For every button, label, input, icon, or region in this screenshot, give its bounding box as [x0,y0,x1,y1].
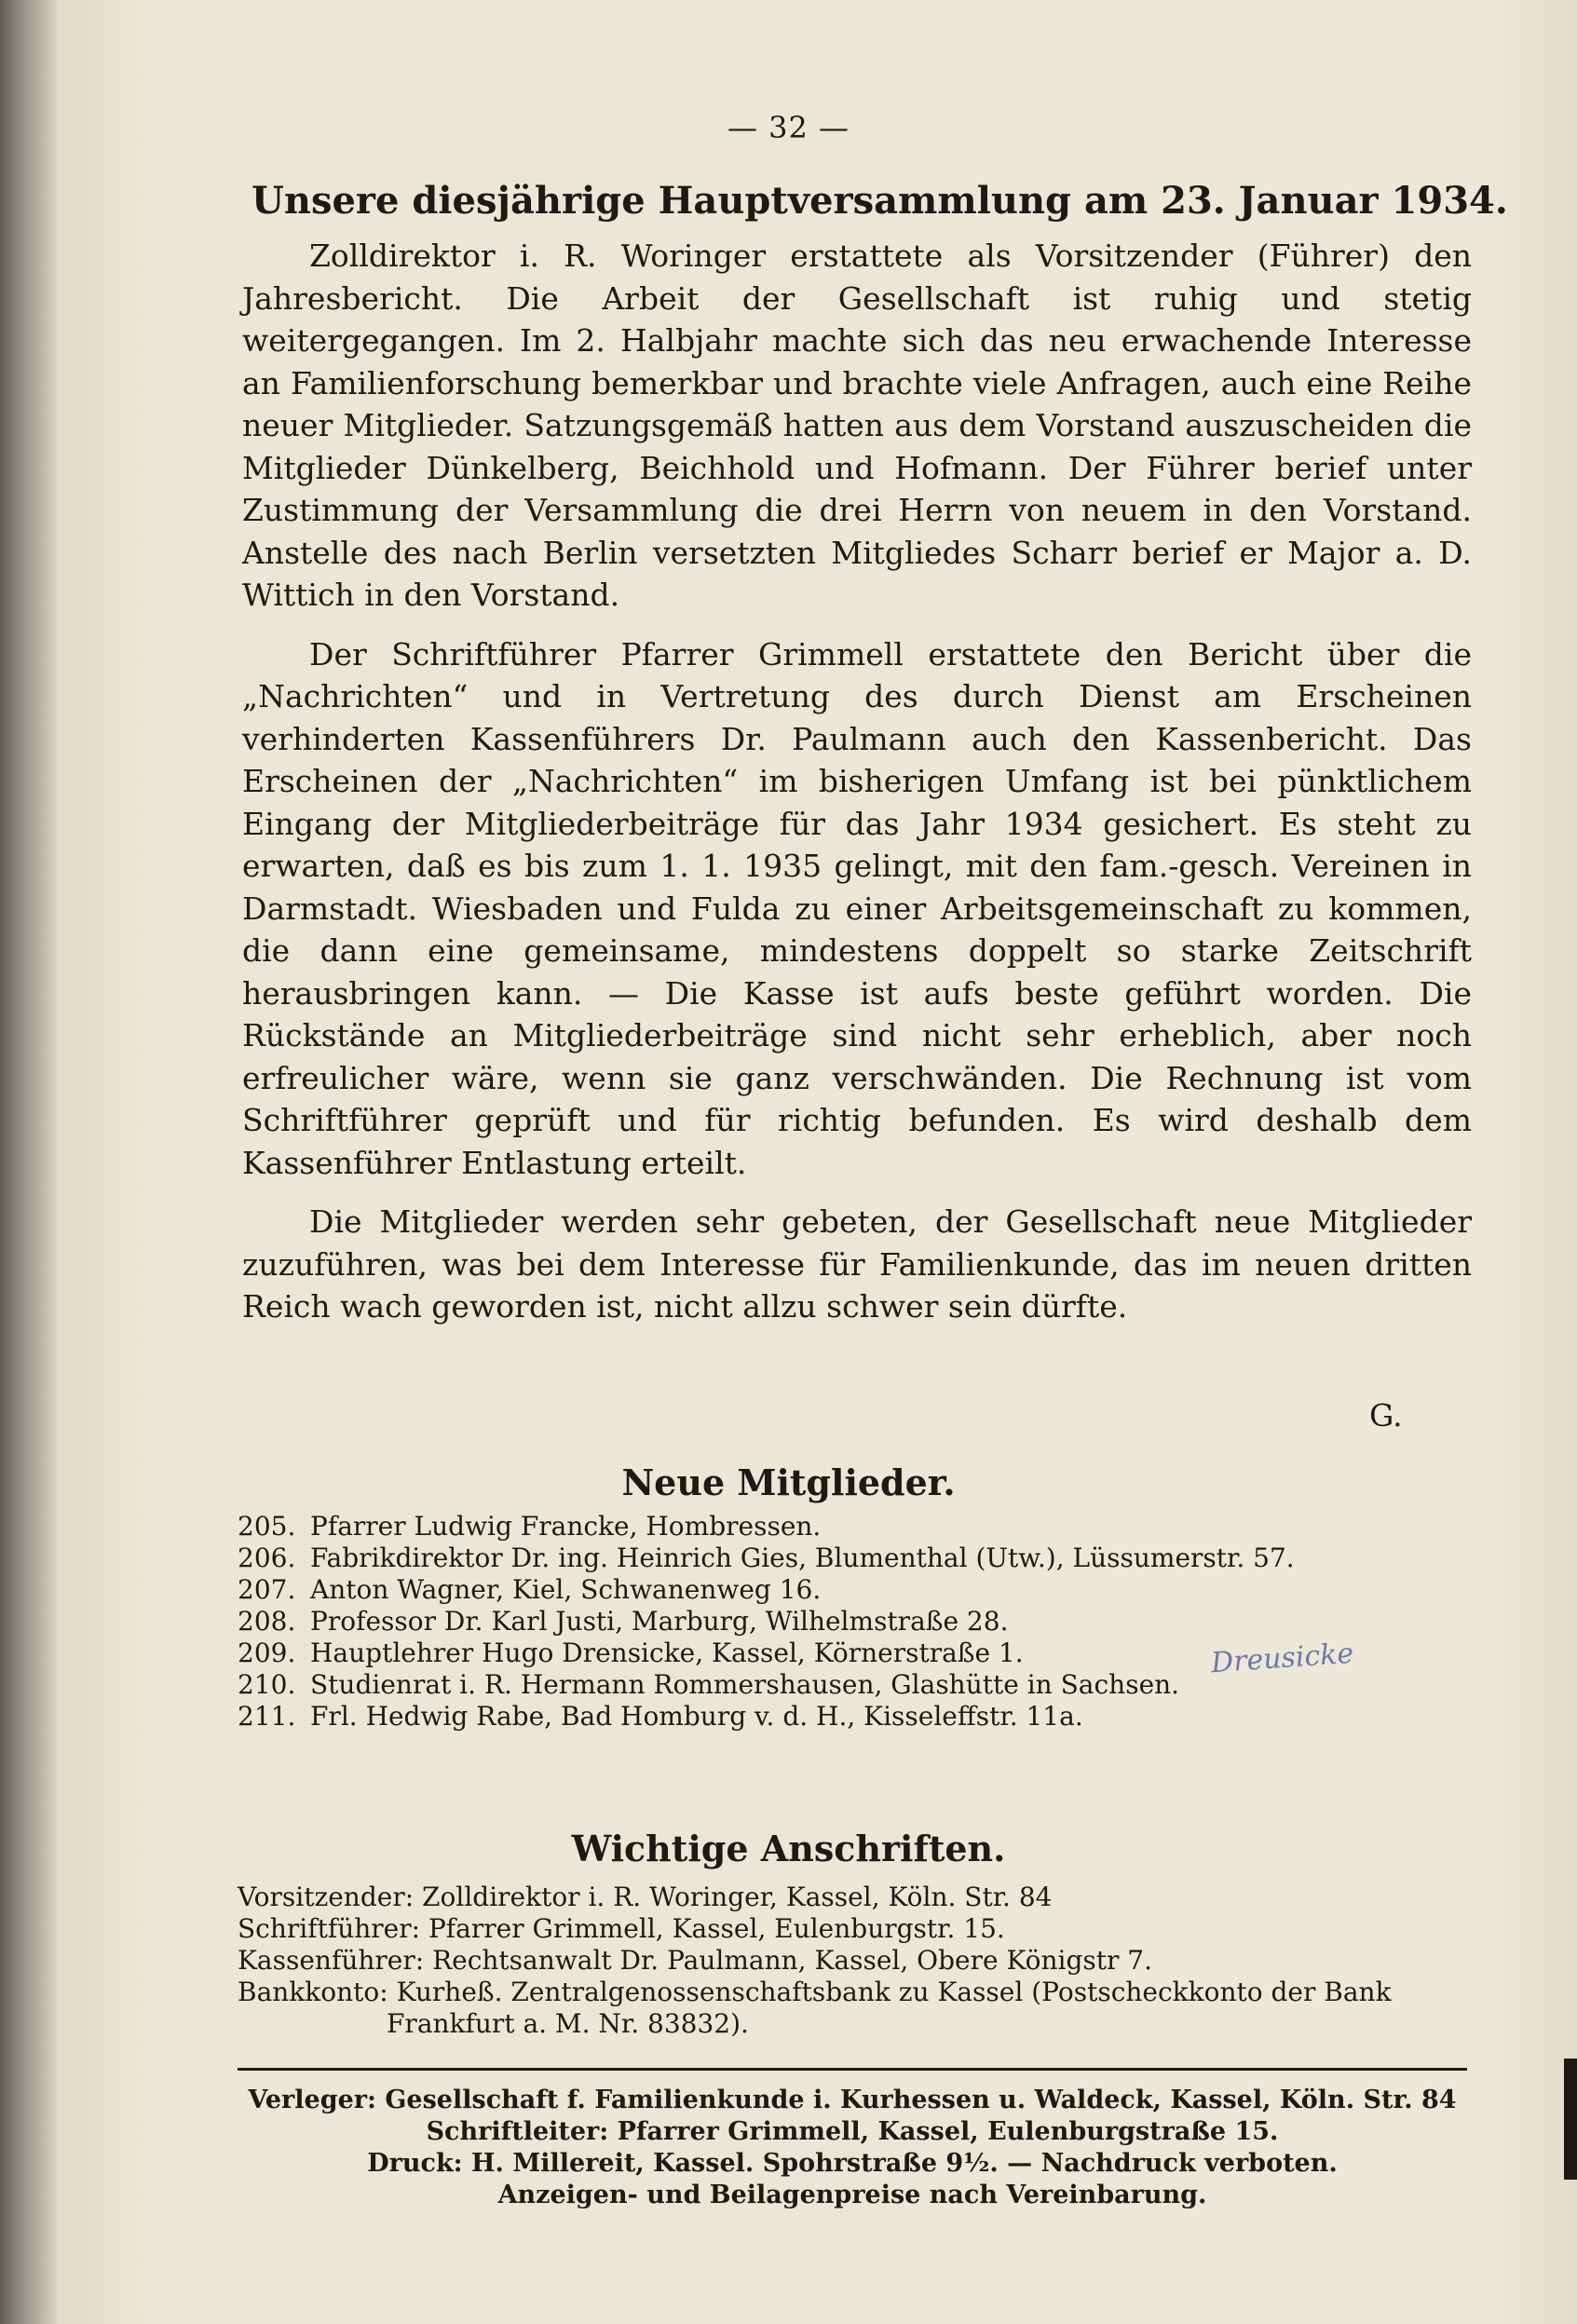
list-item [238,1945,1486,1977]
member-number: 208. [238,1606,296,1637]
page-number: — 32 — [727,110,850,145]
imprint-publisher: Verleger: Gesellschaft f. Familienkunde i. Kurhessen u. Waldeck, Kassel, Köln. Str. 84 [248,2086,1457,2114]
list-item [238,1977,1486,2008]
address-text: Kurheß. Zentralgenossenschaftsbank zu Kassel (Postscheckkonto der Bank [396,1977,1392,2007]
imprint-editor: Schriftleiter: Pfarrer Grimmell, Kassel, Eulenburgstraße 15. [426,2117,1279,2146]
address-text: Pfarrer Grimmell, Kassel, Eulenburgstr. 15. [428,1913,1005,1944]
member-number: 211. [238,1701,296,1732]
page-edge-mark [1564,2059,1577,2180]
member-number: 205. [238,1511,296,1542]
list-item [238,1606,1486,1638]
member-entry: Professor Dr. Karl Justi, Marburg, Wilhelmstraße 28. [310,1606,1009,1637]
list-item [238,1511,1486,1543]
address-continuation: Frankfurt a. M. Nr. 83832). [387,2008,749,2039]
member-entry: Pfarrer Ludwig Francke, Hombressen. [310,1511,822,1542]
member-number: 206. [238,1543,296,1573]
article-title: Unsere diesjährige Hauptversammlung am 23. Januar 1934. [252,179,1508,223]
paragraph-annual-report: Zolldirektor i. R. Woringer erstattete als Vorsitzender (Führer) den Jahresbericht. Die Arbeit der Gesellschaft ist ruhig und stetig weitergegangen. Im 2. Halbjahr machte sich das neu erwachende Interesse an Familienforschung bemerkbar und brachte viele Anfragen, auch eine Reihe neuer Mitglieder. Satzungsgemäß hatten aus dem Vorstand auszuscheiden die Mitglieder Dünkelberg, Beichhold und Hofmann. Der Führer berief unter Zustimmung der Versammlung die drei Herrn von neuem in den Vorstand. Anstelle des nach Berlin versetzten Mitgliedes Scharr berief er Major a. D. Wittich in den Vorstand. [242,238,1472,613]
new-members-list [238,1511,1486,1733]
member-number: 210. [238,1669,296,1700]
author-initial: G. [1369,1397,1403,1434]
address-role: Kassenführer: [238,1945,425,1976]
addresses-heading: Wichtige Anschriften. [571,1828,1006,1869]
member-entry: Studienrat i. R. Hermann Rommershausen, Glashütte in Sachsen. [310,1669,1180,1700]
list-item [238,1669,1486,1701]
list-item [238,1574,1486,1606]
paragraph-member-appeal: Die Mitglieder werden sehr gebeten, der Gesellschaft neue Mitglieder zuzuführen, was bei dem Interesse für Familienkunde, das im neuen dritten Reich wach geworden ist, nicht allzu schwer sein dürfte. [242,1203,1472,1325]
new-members-heading: Neue Mitglieder. [621,1461,956,1503]
list-item [238,1701,1486,1733]
address-role: Vorsitzender: [238,1882,415,1912]
article-body [242,235,1472,1328]
member-entry: Anton Wagner, Kiel, Schwanenweg 16. [310,1574,822,1605]
list-item [238,1913,1486,1945]
imprint-divider [238,2068,1467,2071]
addresses-list [238,1882,1486,2040]
list-item [238,1882,1486,1913]
member-entry: Hauptlehrer Hugo Drensicke, Kassel, Körnerstraße 1. [310,1638,1024,1668]
imprint [238,2085,1467,2211]
member-number: 209. [238,1638,296,1668]
member-number: 207. [238,1574,296,1605]
address-text: Zolldirektor i. R. Woringer, Kassel, Köln. Str. 84 [422,1882,1053,1912]
address-role: Bankkonto: [238,1977,388,2007]
member-entry: Frl. Hedwig Rabe, Bad Homburg v. d. H., Kisseleffstr. 11a. [310,1701,1083,1732]
book-binding-shadow [0,0,58,2324]
paragraph-treasury-report: Der Schriftführer Pfarrer Grimmell erstattete den Bericht über die „Nachrichten“ und in Vertretung des durch Dienst am Erscheinen verhinderten Kassenführers Dr. Paulmann auch den Kassenbericht. Das Erscheinen der „Nachrichten“ im bisherigen Umfang ist bei pünktlichem Eingang der Mitgliederbeiträge für das Jahr 1934 gesichert. Es steht zu erwarten, daß es bis zum 1. 1. 1935 gelingt, mit den fam.-gesch. Vereinen in Darmstadt. Wiesbaden und Fulda zu einer Arbeitsgemeinschaft zu kommen, die dann eine gemeinsame, mindestens doppelt so starke Zeitschrift herausbringen kann. — Die Kasse ist aufs beste geführt worden. Die Rückstände an Mitgliederbeiträge sind nicht sehr erheblich, aber noch erfreulicher wäre, wenn sie ganz verschwänden. Die Rechnung ist vom Schriftführer geprüft und für richtig befunden. Es wird deshalb dem Kassenführer Entlastung erteilt. [242,635,1472,1181]
imprint-advertising: Anzeigen- und Beilagenpreise nach Vereinbarung. [497,2181,1207,2209]
address-text: Rechtsanwalt Dr. Paulmann, Kassel, Obere Königstr 7. [432,1945,1153,1976]
list-item [238,1543,1486,1574]
imprint-printer: Druck: H. Millereit, Kassel. Spohrstraße 9½. — Nachdruck verboten. [367,2149,1338,2178]
member-entry: Fabrikdirektor Dr. ing. Heinrich Gies, Blumenthal (Utw.), Lüssumerstr. 57. [310,1543,1295,1573]
handwritten-note: Dreusicke [1209,1637,1355,1680]
address-role: Schriftführer: [238,1913,421,1944]
